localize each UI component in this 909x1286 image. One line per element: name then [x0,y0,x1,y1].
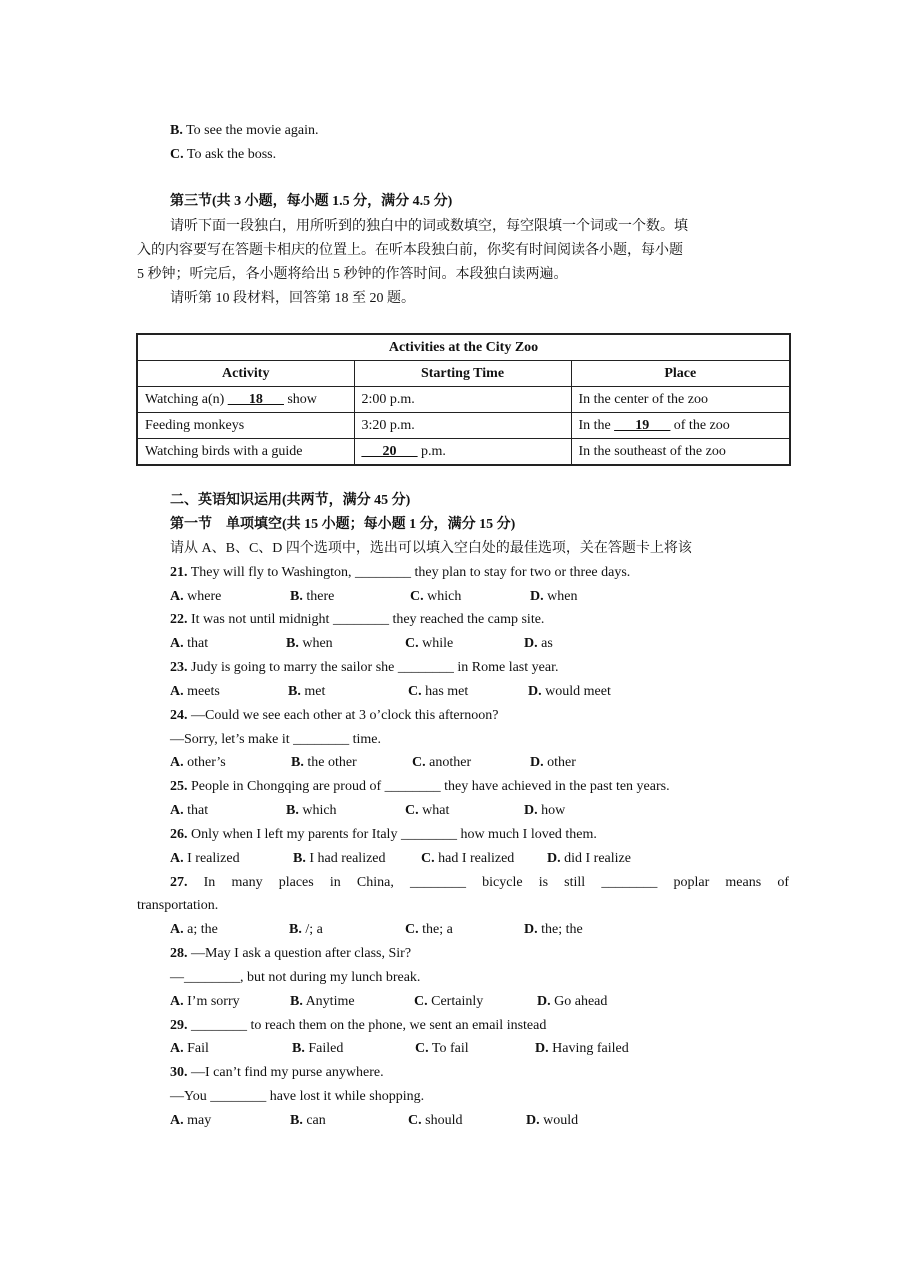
option-letter: D. [524,922,538,937]
option-letter: D. [524,803,538,818]
answer-option[interactable] [421,850,514,868]
option-letter: C. [412,755,426,770]
question-number: 22. [170,612,188,627]
time-cell [354,387,571,413]
cell-text: show [283,391,317,407]
question-text: —May I ask a question after class, Sir? [187,946,412,961]
question-number: 28. [170,946,188,961]
option-letter: B. [290,589,303,604]
question-number: 27. [170,875,188,890]
place-cell [571,387,790,413]
column-header: Activity [137,361,354,387]
option-text: should [421,1113,463,1128]
answer-option[interactable] [170,588,221,606]
option-letter: B. [290,994,303,1009]
question-number: 24. [170,708,188,723]
question-line: —________, but not during my lunch break. [170,970,421,985]
answer-option[interactable] [415,1040,469,1058]
option-text: which [298,803,337,818]
part2-heading: 二、英语知识运用(共两节，满分 45 分) [170,493,411,508]
option-text: Failed [304,1041,344,1056]
answer-option[interactable] [405,635,453,653]
option-text: other [543,755,576,770]
option-letter: C. [414,994,428,1009]
question-text: Only when I left my parents for Italy ________ how much I loved them. [187,827,597,842]
question-stem [170,611,544,629]
question-text: —Could we see each other at 3 o’clock this afternoon? [187,708,499,723]
question-number: 29. [170,1018,188,1033]
question-text: In many places in China, ________ bicycle is still ________ poplar means of [187,875,789,890]
question-stem [170,564,630,582]
answer-option[interactable] [530,588,577,606]
option-text: would meet [541,684,611,699]
option-text: the; a [418,922,453,937]
option-text: Go ahead [550,994,608,1009]
option-text: /; a [301,922,323,937]
question-number: 25. [170,779,188,794]
option-text: where [183,589,222,604]
cell-text: 2:00 p.m. [361,391,415,407]
answer-option[interactable] [526,1112,578,1130]
option-letter: B. [291,755,304,770]
table-title: Activities at the City Zoo [137,334,790,361]
option-text: I realized [183,851,240,866]
option-letter: B. [293,851,306,866]
answer-option[interactable] [170,850,240,868]
option-text: that [183,803,209,818]
part2-subheading: 第一节 单项填空(共 15 小题；每小题 1 分，满分 15 分) [170,517,516,532]
option-text: that [183,636,209,651]
option-text: which [423,589,462,604]
answer-blank: ___18___ [227,391,284,407]
option-letter: A. [170,1113,184,1128]
question-text: People in Chongqing are proud of ________ they have achieved in the past ten years. [187,779,670,794]
table-row [137,387,790,413]
option-letter: A. [170,1041,184,1056]
option-text: met [300,684,326,699]
answer-option[interactable] [288,683,325,701]
answer-option[interactable] [524,802,565,820]
option-text: has met [421,684,469,699]
section3-paragraph-line: 5 秒钟；听完后，各小题将给出 5 秒钟的作答时间。本段独白读两遍。 [137,267,568,282]
question-number: 30. [170,1065,188,1080]
option-text: To see the movie again. [182,123,319,138]
section3-instruction: 请听第 10 段材料，回答第 18 至 20 题。 [170,291,415,306]
activity-cell [137,387,354,413]
answer-blank: ___19___ [614,417,671,433]
question-text: They will fly to Washington, ________ they plan to stay for two or three days. [187,565,631,580]
answer-option[interactable] [290,1112,326,1130]
option-letter: B. [170,123,183,138]
answer-option[interactable] [170,1040,209,1058]
option-text: can [302,1113,326,1128]
option-letter: D. [524,636,538,651]
option-text: when [298,636,333,651]
option-letter: D. [530,755,544,770]
place-cell [571,413,790,439]
answer-option[interactable] [293,850,386,868]
option-letter: C. [408,684,422,699]
answer-option[interactable] [170,921,218,939]
option-letter: B. [288,684,301,699]
option-text: did I realize [560,851,631,866]
option-line-b [170,122,318,140]
option-text: I’m sorry [183,994,240,1009]
option-letter: D. [535,1041,549,1056]
option-letter: C. [410,589,424,604]
option-text: I had realized [305,851,386,866]
part2-instruction: 请从 A、B、C、D 四个选项中，选出可以填入空白处的最佳选项，关在答题卡上将该 [170,541,692,556]
table-header-row [137,361,790,387]
option-text: Certainly [427,994,484,1009]
option-text: meets [183,684,220,699]
answer-option[interactable] [410,588,461,606]
answer-option[interactable] [290,588,334,606]
option-letter: C. [421,851,435,866]
option-text: other’s [183,755,226,770]
option-letter: A. [170,684,184,699]
answer-option[interactable] [286,802,337,820]
answer-option[interactable] [408,1112,462,1130]
question-stem [170,778,670,796]
option-text: To fail [428,1041,469,1056]
answer-option[interactable] [170,1112,211,1130]
question-number: 21. [170,565,188,580]
option-letter: B. [286,636,299,651]
question-line: —Sorry, let’s make it ________ time. [170,732,382,747]
question-text: —I can’t find my purse anywhere. [187,1065,384,1080]
cell-text: Watching birds with a guide [145,443,303,459]
answer-option[interactable] [292,1040,343,1058]
option-letter: B. [292,1041,305,1056]
answer-option[interactable] [405,921,453,939]
answer-option[interactable] [414,993,483,1011]
option-text: what [418,803,450,818]
column-header: Starting Time [354,361,571,387]
cell-text: p.m. [417,443,446,459]
option-letter: B. [290,1113,303,1128]
option-letter: A. [170,589,184,604]
option-letter: C. [405,636,419,651]
answer-option[interactable] [524,635,553,653]
answer-option[interactable] [528,683,611,701]
option-letter: C. [405,922,419,937]
option-text: Fail [183,1041,209,1056]
column-header: Place [571,361,790,387]
question-stem [170,826,597,844]
question-stem [170,1064,384,1082]
answer-blank: ___20___ [361,443,418,459]
answer-option[interactable] [535,1040,629,1058]
option-letter: D. [528,684,542,699]
answer-option[interactable] [408,683,468,701]
option-letter: A. [170,851,184,866]
option-text: a; the [183,922,218,937]
activity-cell [137,413,354,439]
answer-option[interactable] [537,993,607,1011]
answer-option[interactable] [290,993,355,1011]
option-text: there [302,589,335,604]
answer-option[interactable] [289,921,323,939]
answer-option[interactable] [170,683,220,701]
question-line: transportation. [137,898,219,913]
time-cell [354,439,571,466]
option-letter: B. [289,922,302,937]
option-letter: D. [526,1113,540,1128]
answer-option[interactable] [170,993,240,1011]
answer-option[interactable] [412,754,471,772]
option-letter: A. [170,994,184,1009]
cell-text: Watching a(n) [145,391,228,407]
table-row [137,413,790,439]
option-line-c [170,146,276,164]
answer-option[interactable] [170,754,226,772]
option-text: Having failed [548,1041,629,1056]
question-text: Judy is going to marry the sailor she ________ in Rome last year. [187,660,559,675]
question-stem [170,707,499,725]
option-text: the other [303,755,357,770]
question-text: ________ to reach them on the phone, we sent an email instead [187,1018,547,1033]
question-stem [170,945,411,963]
option-text: when [543,589,578,604]
activity-cell [137,439,354,466]
section3-heading: 第三节(共 3 小题，每小题 1.5 分，满分 4.5 分) [170,194,453,209]
answer-option[interactable] [524,921,583,939]
option-letter: A. [170,755,184,770]
option-letter: A. [170,922,184,937]
cell-text: of the zoo [670,417,730,433]
question-text: It was not until midnight ________ they reached the camp site. [187,612,545,627]
option-letter: A. [170,803,184,818]
option-letter: D. [537,994,551,1009]
answer-option[interactable] [170,635,208,653]
option-letter: C. [408,1113,422,1128]
option-text: had I realized [434,851,515,866]
question-stem [170,1017,546,1035]
section3-paragraph-line: 入的内容要写在答题卡相庆的位置上。在听本段独白前，你奖有时间阅读各小题，每小题 [137,243,683,258]
option-text: another [425,755,472,770]
option-letter: C. [170,147,184,162]
option-letter: C. [405,803,419,818]
table-row [137,439,790,466]
cell-text: In the southeast of the zoo [578,443,726,459]
question-number: 23. [170,660,188,675]
option-text: how [537,803,566,818]
answer-option[interactable] [286,635,333,653]
option-text: the; the [537,922,583,937]
place-cell [571,439,790,466]
time-cell [354,413,571,439]
question-stem [170,659,558,677]
option-text: while [418,636,454,651]
option-text: as [537,636,553,651]
answer-option[interactable] [170,802,208,820]
question-line: —You ________ have lost it while shopping. [170,1089,425,1104]
section3-paragraph-line: 请听下面一段独白，用所听到的独白中的词或数填空，每空限填一个词或一个数。填 [170,219,688,234]
option-text: Anytime [302,994,355,1009]
answer-option[interactable] [291,754,357,772]
answer-option[interactable] [530,754,576,772]
option-text: may [183,1113,212,1128]
answer-option[interactable] [405,802,449,820]
question-number: 26. [170,827,188,842]
question-stem [170,874,789,892]
option-letter: B. [286,803,299,818]
option-text: To ask the boss. [183,147,277,162]
cell-text: In the center of the zoo [578,391,708,407]
zoo-activities-table [136,333,791,466]
cell-text: 3:20 p.m. [361,417,415,433]
option-letter: C. [415,1041,429,1056]
cell-text: Feeding monkeys [145,417,245,433]
option-letter: D. [530,589,544,604]
cell-text: In the [578,417,615,433]
option-letter: D. [547,851,561,866]
option-text: would [539,1113,579,1128]
option-letter: A. [170,636,184,651]
answer-option[interactable] [547,850,631,868]
